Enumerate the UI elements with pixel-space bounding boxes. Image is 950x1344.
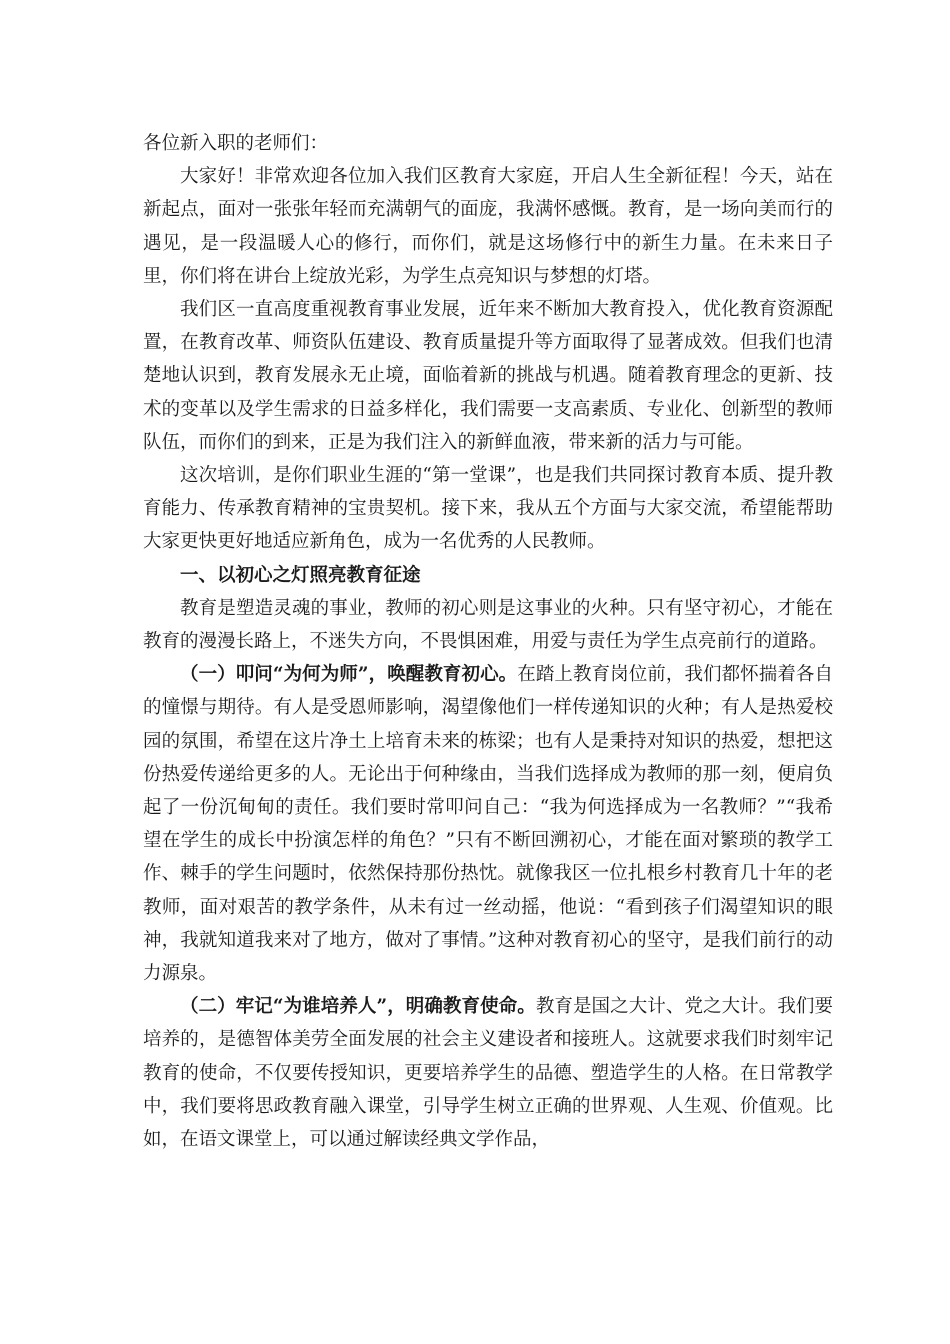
subsection-1-text: 在踏上教育岗位前，我们都怀揣着各自的憧憬与期待。有人是受恩师影响，渴望像他们一样传递知识的火种；有人是热爱校园的氛围，希望在这片净土上培育未来的栋梁；也有人是秉持对知识的热爱，想把这份热爱传递给更多的人。无论出于何种缘由，当我们选择成为教师的那一刻，便肩负起了一份沉甸甸的责任。我们要时常叩问自己：“我为何选择成为一名教师？”“我希望在学生的成长中扮演怎样的角色？”只有不断回溯初心，才能在面对繁琐的教学工作、棘手的学生问题时，依然保持那份热忱。就像我区一位扎根乡村教育几十年的老教师，面对艰苦的教学条件，从未有过一丝动摇，他说：“看到孩子们渴望知识的眼神，我就知道我来对了地方，做对了事情。”这种对教育初心的坚守，是我们前行的动力源泉。	[143, 664, 833, 985]
subsection-1-paragraph	[143, 658, 833, 990]
section-1-heading: 一、以初心之灯照亮教育征途	[180, 564, 421, 586]
intro-paragraph-3: 这次培训，是你们职业生涯的“第一堂课”，也是我们共同探讨教育本质、提升教育能力、传承教育精神的宝贵契机。接下来，我从五个方面与大家交流，希望能帮助大家更快更好地适应新角色，成为一名优秀的人民教师。	[143, 465, 833, 553]
section-1-body: 教育是塑造灵魂的事业，教师的初心则是这事业的火种。只有坚守初心，才能在教育的漫漫长路上，不迷失方向，不畏惧困难，用爱与责任为学生点亮前行的道路。	[143, 597, 833, 653]
intro-paragraph-2: 我们区一直高度重视教育事业发展，近年来不断加大教育投入，优化教育资源配置，在教育改革、师资队伍建设、教育质量提升等方面取得了显著成效。但我们也清楚地认识到，教育发展永无止境，面临着新的挑战与机遇。随着教育理念的更新、技术的变革以及学生需求的日益多样化，我们需要一支高素质、专业化、创新型的教师队伍，而你们的到来，正是为我们注入的新鲜血液，带来新的活力与可能。	[143, 299, 833, 453]
subsection-1-lead: （一）叩问“为何为师”，唤醒教育初心。	[180, 664, 518, 686]
subsection-2-lead: （二）牢记“为谁培养人”，明确教育使命。	[180, 996, 536, 1018]
subsection-2-text: 教育是国之大计、党之大计。我们要培养的，是德智体美劳全面发展的社会主义建设者和接班人。这就要求我们时刻牢记教育的使命，不仅要传授知识，更要培养学生的品德、塑造学生的人格。在日常教学中，我们要将思政教育融入课堂，引导学生树立正确的世界观、人生观、价值观。比如，在语文课堂上，可以通过解读经典文学作品，	[143, 996, 833, 1151]
document-page	[143, 127, 833, 1156]
intro-paragraph-1: 大家好！非常欢迎各位加入我们区教育大家庭，开启人生全新征程！今天，站在新起点，面对一张张年轻而充满朝气的面庞，我满怀感慨。教育，是一场向美而行的遇见，是一段温暖人心的修行，而你们，就是这场修行中的新生力量。在未来日子里，你们将在讲台上绽放光彩，为学生点亮知识与梦想的灯塔。	[143, 166, 833, 287]
salutation: 各位新入职的老师们：	[143, 133, 329, 154]
subsection-2-paragraph	[143, 990, 833, 1156]
